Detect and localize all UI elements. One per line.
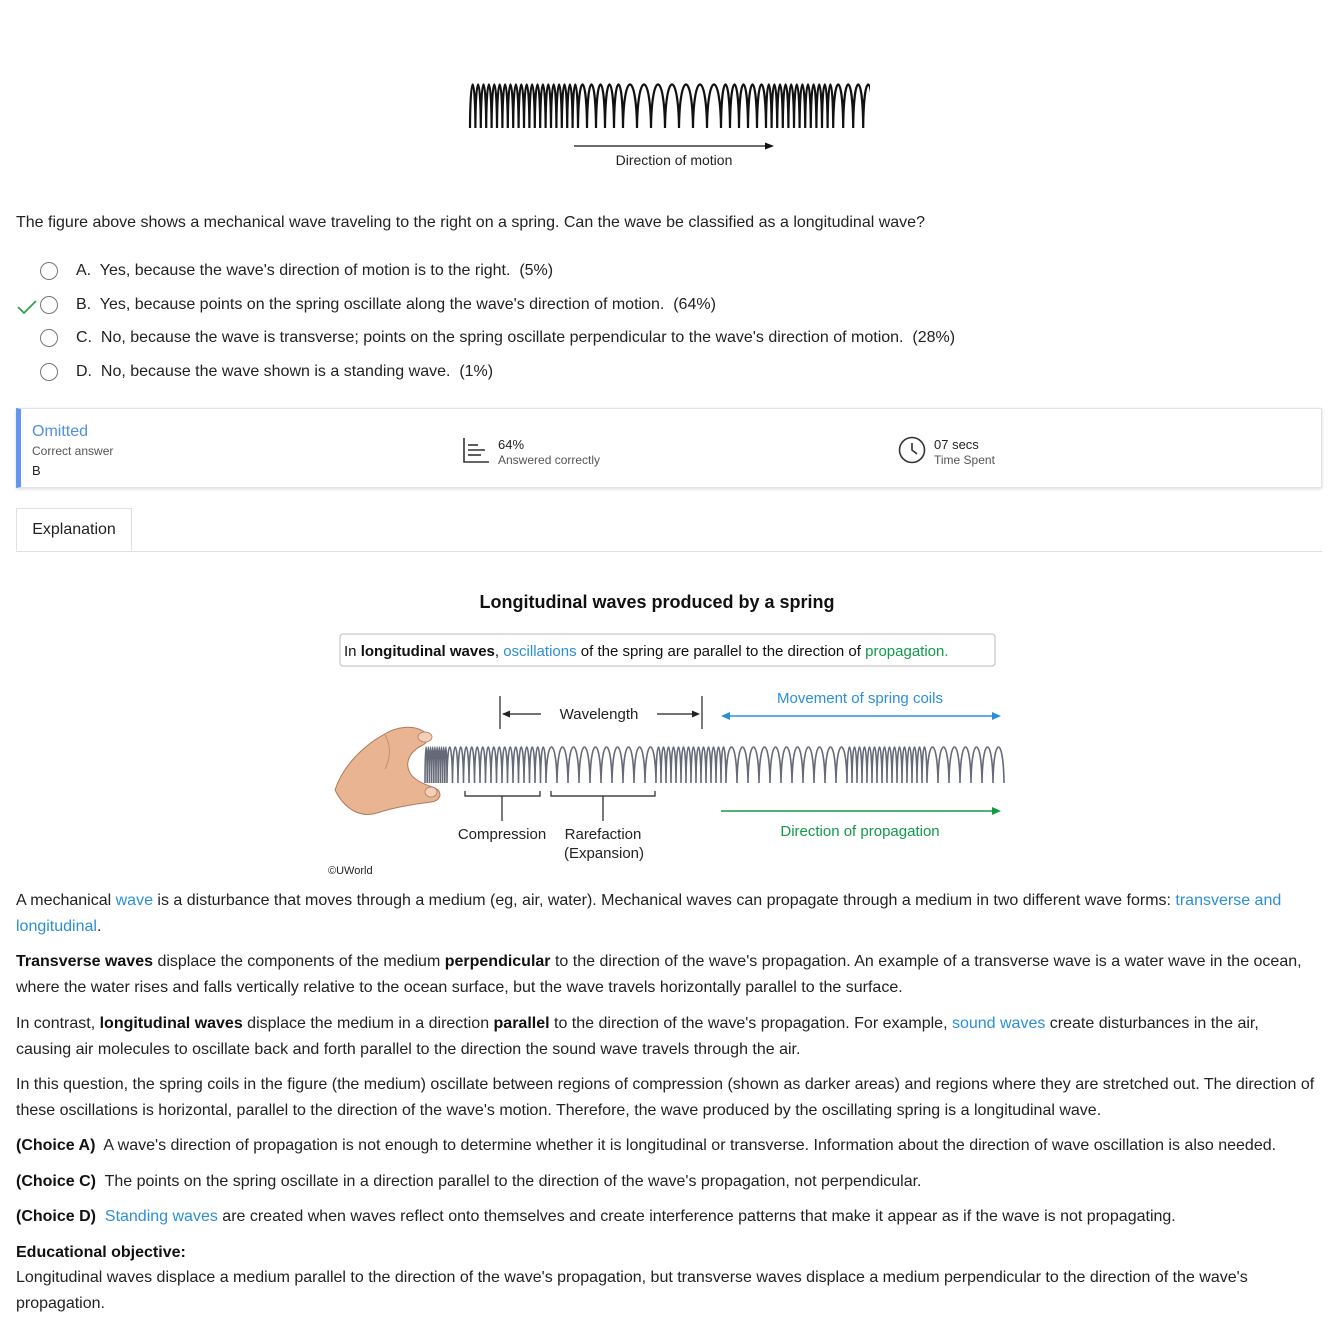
choice-letter: A. bbox=[76, 262, 92, 279]
choice-text: No, because the wave is transverse; points on the spring oscillate perpendicular to the wave's direction of motion. bbox=[100, 329, 904, 347]
choice-a-explanation: (Choice A) A wave's direction of propagation is not enough to determine whether it is longitudinal or transverse. Information about the direction of wave oscillation is also needed. bbox=[16, 1137, 1277, 1154]
rarefaction-bracket bbox=[551, 791, 655, 796]
answer-choices bbox=[16, 256, 1116, 391]
spring-figure bbox=[468, 66, 870, 174]
educational-objective-label: Educational objective: bbox=[16, 1244, 186, 1261]
tab-divider bbox=[16, 551, 1322, 552]
tab-explanation[interactable]: Explanation bbox=[16, 508, 132, 551]
copyright: ©UWorld bbox=[328, 865, 373, 877]
question-text: The figure above shows a mechanical wave traveling to the right on a spring. Can the wave be classified as a longitudinal wave? bbox=[16, 214, 925, 231]
spring-coil bbox=[470, 85, 870, 129]
percent-value: 64% bbox=[498, 437, 525, 452]
link-standing-waves[interactable]: Standing waves bbox=[104, 1208, 218, 1225]
choice-percent: (1%) bbox=[459, 363, 494, 381]
radio-c[interactable] bbox=[40, 329, 58, 347]
time-label: Time Spent bbox=[934, 453, 995, 467]
choice-percent: (64%) bbox=[673, 295, 716, 313]
explanation-paragraph: Transverse waves displace the components of the medium perpendicular to the direction of the wave's propagation. An example of a transverse wave is a water wave in the ocean, where the water rises and falls vertically relative to the ocean surface, but the wave travels horizontally parallel to the surface. bbox=[16, 953, 1302, 996]
choice-d-explanation: (Choice D) Standing waves are created when waves reflect onto themselves and create interference patterns that make it appear as if the wave is not propagating. bbox=[16, 1208, 1176, 1225]
movement-label: Movement of spring coils bbox=[777, 690, 943, 707]
propagation-label: Direction of propagation bbox=[780, 823, 940, 840]
radio-d[interactable] bbox=[40, 363, 58, 381]
choice-percent: (5%) bbox=[519, 262, 554, 279]
direction-label: Direction of motion bbox=[615, 152, 733, 168]
diagram-title: Longitudinal waves produced by a spring bbox=[479, 592, 835, 612]
choice-text: No, because the wave shown is a standing wave. bbox=[100, 363, 451, 381]
correct-answer-label: Correct answer bbox=[32, 444, 114, 458]
hand-illustration bbox=[335, 727, 440, 814]
link-wave[interactable]: wave bbox=[115, 892, 153, 909]
explanation-diagram bbox=[325, 585, 1005, 880]
stats-panel bbox=[16, 408, 1322, 488]
spring-diagram bbox=[325, 585, 1005, 880]
choice-c[interactable] bbox=[16, 323, 1116, 357]
choice-text: Yes, because points on the spring oscillate along the wave's direction of motion. bbox=[99, 295, 665, 313]
compression-bracket bbox=[465, 791, 540, 796]
choice-a[interactable] bbox=[16, 256, 1116, 290]
choice-b[interactable] bbox=[16, 290, 1116, 324]
choice-percent: (28%) bbox=[912, 329, 956, 347]
radio-a[interactable] bbox=[40, 262, 58, 280]
answer-status bbox=[32, 423, 113, 478]
link-transverse-longitudinal[interactable]: transverse and longitudinal bbox=[16, 892, 1282, 935]
clock-icon bbox=[897, 435, 927, 465]
radio-b[interactable] bbox=[40, 296, 58, 314]
arrowhead bbox=[765, 143, 774, 150]
choice-letter: C. bbox=[76, 329, 92, 347]
status-label: Omitted bbox=[32, 423, 89, 440]
link-sound-waves[interactable]: sound waves bbox=[951, 1015, 1046, 1032]
rarefaction-label: Rarefaction bbox=[564, 826, 642, 843]
spring-coil bbox=[425, 747, 1004, 783]
choice-letter: B. bbox=[76, 295, 92, 313]
checkmark-icon bbox=[16, 296, 38, 318]
choice-c-explanation: (Choice C) The points on the spring oscillate in a direction parallel to the direction of the wave's propagation, not perpendicular. bbox=[16, 1173, 922, 1190]
correct-answer-value: B bbox=[32, 463, 41, 478]
explanation-paragraph: In contrast, longitudinal waves displace the medium in a direction parallel to the direction of the wave's propagation. For example, sound waves create disturbances in the air, causing air molecules to oscillate back and forth parallel to the direction the sound wave travels through the air. bbox=[16, 1015, 1259, 1058]
choice-letter: D. bbox=[76, 363, 92, 381]
callout-text: In longitudinal waves, oscillations of the spring are parallel to the direction of propagation. bbox=[344, 643, 949, 660]
wavelength-label: Wavelength bbox=[559, 706, 639, 723]
expansion-label: (Expansion) bbox=[563, 845, 645, 862]
educational-objective: Longitudinal waves displace a medium parallel to the direction of the wave's propagation, but transverse waves displace a medium perpendicular to the direction of the wave's propagation. bbox=[16, 1269, 1248, 1312]
explanation-paragraph: A mechanical wave is a disturbance that moves through a medium (eg, air, water). Mechanical waves can propagate through a medium in two different wave forms: transverse and longitudinal. bbox=[16, 892, 1282, 935]
compression-label: Compression bbox=[457, 826, 547, 843]
bar-chart-icon bbox=[461, 435, 491, 465]
choice-text: Yes, because the wave's direction of motion is to the right. bbox=[99, 262, 511, 279]
explanation-paragraph: In this question, the spring coils in the figure (the medium) oscillate between regions of compression (shown as darker areas) and regions where they are stretched out. The direction of these oscillations is horizontal, parallel to the direction of the wave's motion. Therefore, the wave produced by the oscillating spring is a longitudinal wave. bbox=[16, 1076, 1315, 1119]
time-value: 07 secs bbox=[934, 437, 979, 452]
choice-d[interactable] bbox=[16, 357, 1116, 391]
percent-label: Answered correctly bbox=[498, 453, 601, 467]
question-figure bbox=[468, 66, 870, 174]
